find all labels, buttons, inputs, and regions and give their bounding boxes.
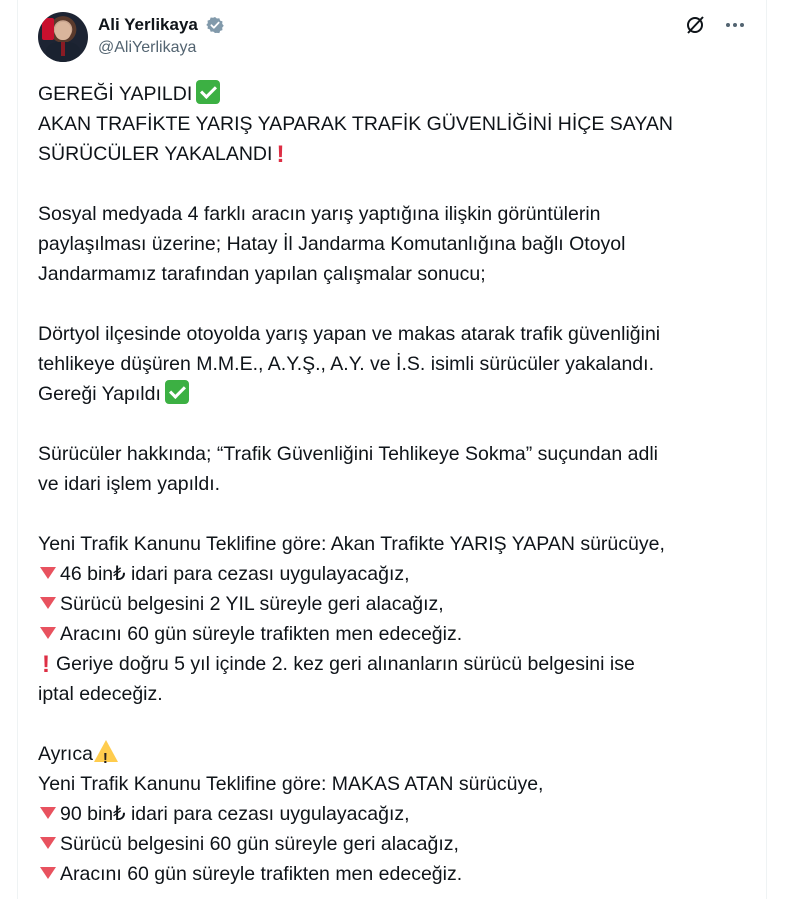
avatar-face (55, 22, 71, 40)
author-display-name[interactable]: Ali Yerlikaya (98, 15, 198, 34)
red-down-triangle-icon (40, 807, 56, 819)
bullet-text: 90 bin₺ idari para cezası uygulayacağız, (60, 803, 410, 825)
post-line (38, 589, 748, 619)
author-block (98, 14, 224, 59)
post-line (38, 739, 748, 769)
header-actions (684, 14, 746, 36)
post-card (17, 0, 767, 899)
post-line: tehlikeye düşüren M.M.E., A.Y.Ş., A.Y. ve İ.S. isimli sürücüler yakalandı. (38, 353, 654, 375)
post-line: Dörtyol ilçesinde otoyolda yarış yapan ve makas atarak trafik güvenliğini (38, 323, 661, 345)
exclamation-icon: ! (276, 141, 285, 168)
spacer (38, 169, 748, 199)
verified-badge-icon (206, 16, 224, 34)
post-line: Jandarmamız tarafından yapılan çalışmalar sonucu; (38, 263, 486, 285)
bullet-text: Aracını 60 gün süreyle trafikten men edeceğiz. (60, 623, 463, 645)
post-line (38, 649, 748, 679)
post-line: Sosyal medyada 4 farklı aracın yarış yaptığına ilişkin görüntülerin (38, 203, 601, 225)
post-line: iptal edeceğiz. (38, 683, 163, 705)
post-line: Sürücüler hakkında; “Trafik Güvenliğini Tehlikeye Sokma” suçundan adli (38, 443, 658, 465)
check-mark-icon (165, 380, 189, 404)
bullet-text: Aracını 60 gün süreyle trafikten men edeceğiz. (60, 863, 463, 885)
more-options-button[interactable] (724, 14, 746, 36)
post-line-text: Gereği Yapıldı (38, 383, 161, 405)
bullet-text: Sürücü belgesini 2 YIL süreyle geri alacağız, (60, 593, 444, 615)
spacer (38, 499, 748, 529)
spacer (38, 709, 748, 739)
warning-icon (94, 740, 118, 762)
avatar-tie (61, 42, 65, 56)
post-line: Yeni Trafik Kanunu Teklifine göre: Akan Trafikte YARIŞ YAPAN sürücüye, (38, 533, 665, 555)
post-line: paylaşılması üzerine; Hatay İl Jandarma Komutanlığına bağlı Otoyol (38, 233, 626, 255)
post-line (38, 799, 748, 829)
spacer (38, 409, 748, 439)
headline-text: SÜRÜCÜLER YAKALANDI (38, 143, 273, 165)
exclamation-icon: ! (42, 651, 50, 678)
post-line (38, 379, 748, 409)
post-line (38, 79, 748, 109)
post-header (38, 12, 746, 64)
red-down-triangle-icon (40, 627, 56, 639)
bullet-text: 46 bin₺ idari para cezası uygulayacağız, (60, 563, 410, 585)
author-handle[interactable]: @AliYerlikaya (98, 39, 197, 56)
more-options-icon (724, 14, 746, 36)
post-text (38, 79, 748, 889)
post-line (38, 139, 748, 169)
avatar[interactable] (38, 12, 88, 62)
post-line-text: Ayrıca (38, 743, 93, 765)
red-down-triangle-icon (40, 597, 56, 609)
bullet-text: Geriye doğru 5 yıl içinde 2. kez geri alınanların sürücü belgesini ise (56, 653, 635, 675)
post-line (38, 859, 748, 889)
spacer (38, 289, 748, 319)
red-down-triangle-icon (40, 837, 56, 849)
headline-text: GEREĞİ YAPILDI (38, 83, 193, 105)
post-line (38, 829, 748, 859)
red-down-triangle-icon (40, 867, 56, 879)
post-line (38, 559, 748, 589)
post-line: AKAN TRAFİKTE YARIŞ YAPARAK TRAFİK GÜVENLİĞİNİ HİÇE SAYAN (38, 113, 673, 135)
grok-button[interactable] (684, 14, 706, 36)
flag-graphic (42, 18, 54, 40)
post-line (38, 619, 748, 649)
grok-icon (684, 14, 706, 36)
check-mark-icon (196, 80, 220, 104)
post-line: Yeni Trafik Kanunu Teklifine göre: MAKAS ATAN sürücüye, (38, 773, 544, 795)
bullet-text: Sürücü belgesini 60 gün süreyle geri alacağız, (60, 833, 459, 855)
red-down-triangle-icon (40, 567, 56, 579)
post-line: ve idari işlem yapıldı. (38, 473, 221, 495)
